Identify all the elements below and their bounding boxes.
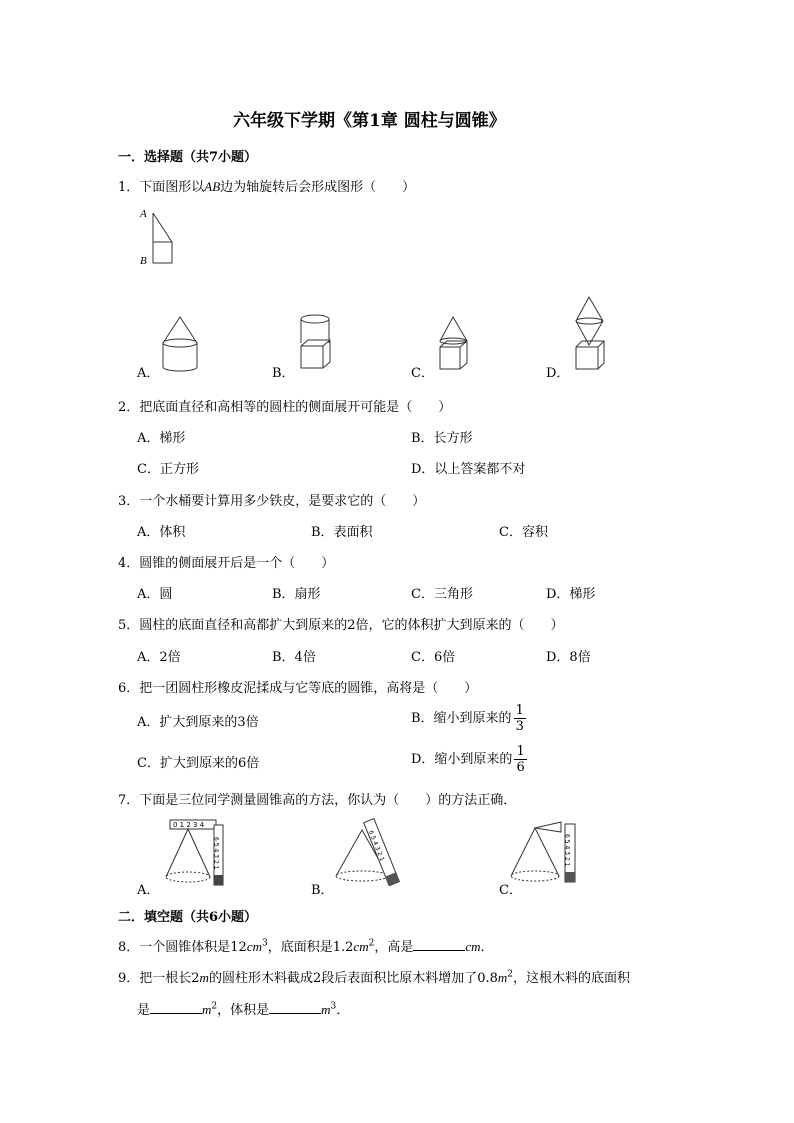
figure-label-a: A xyxy=(140,208,147,220)
q6-option-c[interactable]: C．扩大到原来的6倍 xyxy=(137,756,260,771)
q4-option-c[interactable]: C．三角形 xyxy=(411,587,473,602)
triangle-square-figure xyxy=(150,210,180,266)
q7-option-b[interactable]: B． xyxy=(311,883,334,898)
q1-option-c[interactable]: C． xyxy=(411,366,434,381)
option-d-double-cone-on-cube xyxy=(571,295,611,375)
q5-option-d[interactable]: D．8倍 xyxy=(546,650,591,665)
svg-text:6 5 4 3 2 1: 6 5 4 3 2 1 xyxy=(563,834,571,867)
q7-option-a[interactable]: A． xyxy=(137,883,160,898)
q6-option-d[interactable]: D．缩小到原来的 $\frac{1}{6}$ xyxy=(411,744,525,775)
q1-option-b[interactable]: B． xyxy=(272,366,295,381)
option-b-cone-slanted-ruler-figure xyxy=(330,812,415,890)
q6-option-a[interactable]: A．扩大到原来的3倍 xyxy=(137,715,259,730)
option-c-cone-on-cube xyxy=(437,315,482,375)
svg-text:0 1 2 3 4: 0 1 2 3 4 xyxy=(173,821,205,829)
page-title: 六年级下学期《第1章 圆柱与圆锥》 xyxy=(233,111,506,131)
q1-option-a[interactable]: A． xyxy=(137,366,160,381)
question-4-stem: 4．圆锥的侧面展开后是一个（ ） xyxy=(118,556,335,571)
fraction-one-sixth: $\frac{1}{6}$ xyxy=(516,744,525,775)
option-a-cone-on-cylinder xyxy=(160,315,205,375)
q1-option-d[interactable]: D． xyxy=(546,366,570,381)
q4-option-a[interactable]: A．圆 xyxy=(137,587,173,602)
question-9-continuation: 是 $m^2$，体积是 $m^3$． xyxy=(137,1001,350,1018)
svg-text:6 5 4 3 2 1: 6 5 4 3 2 1 xyxy=(366,829,386,863)
answer-blank[interactable] xyxy=(413,938,465,951)
q2-option-b[interactable]: B．长方形 xyxy=(411,431,473,446)
question-1-stem: 1．下面图形以AB边为轴旋转后会形成图形（ ） xyxy=(118,179,416,195)
q5-option-c[interactable]: C．6倍 xyxy=(411,650,456,665)
option-a-cone-ruler-figure xyxy=(160,815,235,890)
q3-option-c[interactable]: C．容积 xyxy=(499,525,548,540)
question-3-stem: 3．一个水桶要计算用多少铁皮，是要求它的（ ） xyxy=(118,494,426,509)
q4-option-d[interactable]: D．梯形 xyxy=(546,587,596,602)
section-heading-fill-in: 二．填空题（共6小题） xyxy=(118,910,258,925)
q3-option-a[interactable]: A．体积 xyxy=(137,525,186,540)
q5-option-b[interactable]: B．4倍 xyxy=(272,650,316,665)
option-b-cylinder-on-cube xyxy=(298,313,343,373)
question-6-stem: 6．把一团圆柱形橡皮泥揉成与它等底的圆锥，高将是（ ） xyxy=(118,681,478,696)
q6-option-b[interactable]: B．缩小到原来的 $\frac{1}{3}$ xyxy=(411,703,524,734)
q4-option-b[interactable]: B．扇形 xyxy=(272,587,321,602)
question-7-stem: 7．下面是三位同学测量圆锥高的方法，你认为（ ）的方法正确． xyxy=(118,793,517,808)
q2-option-a[interactable]: A．梯形 xyxy=(137,431,186,446)
q7-option-c[interactable]: C． xyxy=(499,883,522,898)
q2-option-c[interactable]: C．正方形 xyxy=(137,462,199,477)
question-5-stem: 5．圆柱的底面直径和高都扩大到原来的2倍，它的体积扩大到原来的（ ） xyxy=(118,618,564,633)
question-9-stem: 9．把一根长2m的圆柱形木料截成2段后表面积比原木料增加了$0.8m^2$，这根木料的底面积 xyxy=(118,969,631,986)
question-8-stem: 8．一个圆锥体积是$12cm^3$，底面积是$1.2cm^2$，高是 cm． xyxy=(118,938,494,955)
figure-label-b: B xyxy=(140,255,147,267)
answer-blank-base-area[interactable] xyxy=(150,1001,202,1014)
q2-option-d[interactable]: D．以上答案都不对 xyxy=(411,462,526,477)
q3-option-b[interactable]: B．表面积 xyxy=(311,525,373,540)
question-2-stem: 2．把底面直径和高相等的圆柱的侧面展开可能是（ ） xyxy=(118,400,452,415)
fraction-one-third: $\frac{1}{3}$ xyxy=(515,703,524,734)
svg-text:6 5 4 3 2 1: 6 5 4 3 2 1 xyxy=(212,837,220,870)
answer-blank-volume[interactable] xyxy=(269,1001,321,1014)
section-heading-choice: 一．选择题（共7小题） xyxy=(118,150,258,165)
q5-option-a[interactable]: A．2倍 xyxy=(137,650,181,665)
